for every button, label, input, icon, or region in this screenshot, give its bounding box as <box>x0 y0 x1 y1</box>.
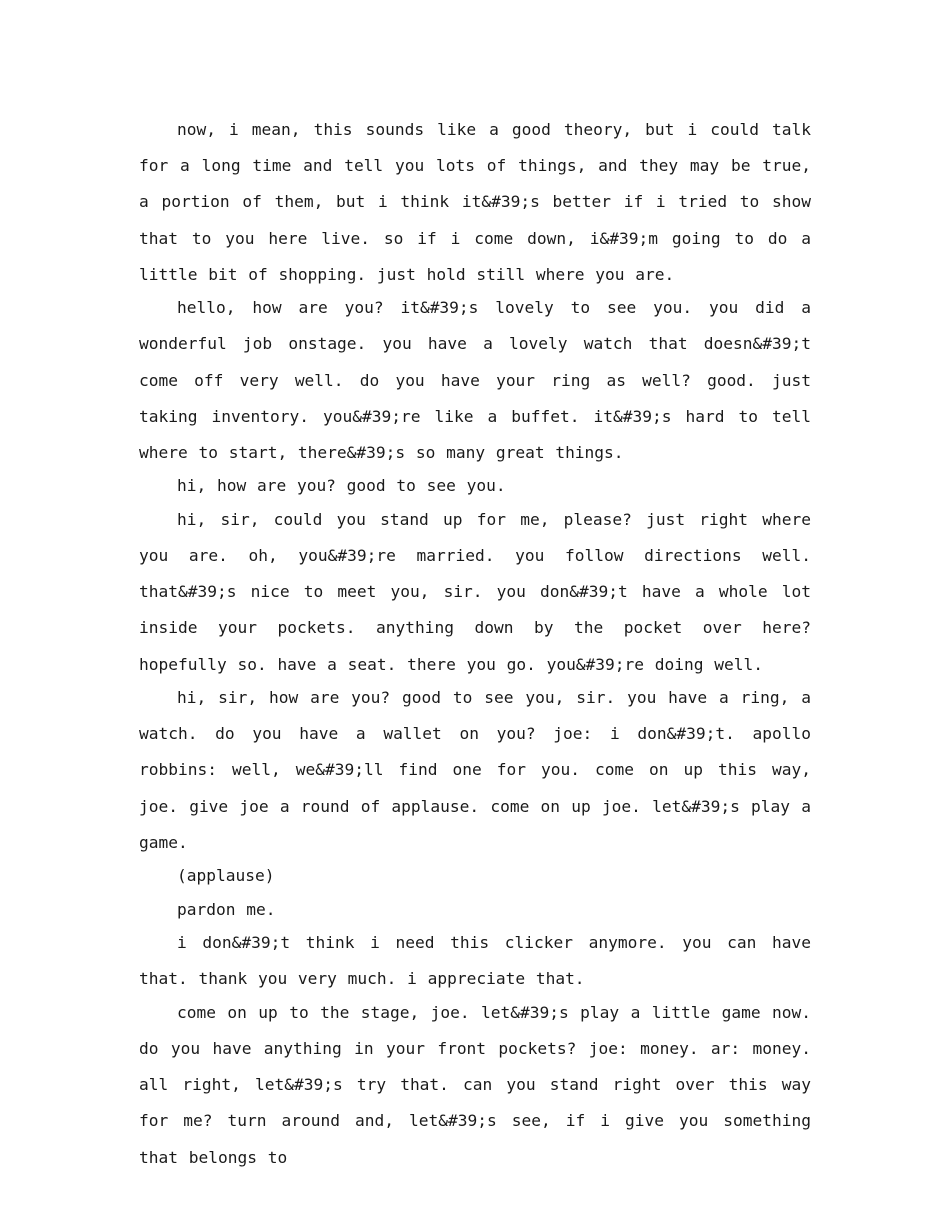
paragraph-1: now, i mean, this sounds like a good theory, but i could talk for a long time and tell you lots of things, and they may be true, a portion of them, but i think it&#39;s better if i tried to show that to you here live. so if i come down, i&#39;m going to do a little bit of shopping. just hold still where you are. <box>139 120 811 284</box>
paragraph-6: (applause) <box>177 866 275 886</box>
paragraph-3: hi, how are you? good to see you. <box>177 476 506 496</box>
paragraph-2: hello, how are you? it&#39;s lovely to see you. you did a wonderful job onstage. you have a lovely watch that doesn&#39;t come off very well. do you have your ring as well? good. just taking inventory. you&#39;re like a buffet. it&#39;s hard to tell where to start, there&#39;s so many great things. <box>139 298 811 463</box>
document-body <box>139 112 811 1173</box>
paragraph-4: hi, sir, could you stand up for me, please? just right where you are. oh, you&#39;re married. you follow directions well. that&#39;s nice to meet you, sir. you don&#39;t have a whole lot inside your pockets. anything down by the pocket over here? hopefully so. have a seat. there you go. you&#39;re doing well. <box>139 509 811 674</box>
paragraph-7: pardon me. <box>177 899 276 919</box>
paragraph-5: hi, sir, how are you? good to see you, sir. you have a ring, a watch. do you have a wallet on you? joe: i don&#39;t. apollo robbins: well, we&#39;ll find one for you. come on up this way, joe. give joe a round of applause. come on up joe. let&#39;s play a game. <box>139 688 811 852</box>
paragraph-8: i don&#39;t think i need this clicker anymore. you can have that. thank you very much. i appreciate that. <box>139 933 811 989</box>
paragraph-9: come on up to the stage, joe. let&#39;s play a little game now. do you have anything in your front pockets? joe: money. ar: money. all right, let&#39;s try that. can you stand right over this way for me? turn around and, let&#39;s see, if i give you something that belongs to <box>139 1002 811 1167</box>
